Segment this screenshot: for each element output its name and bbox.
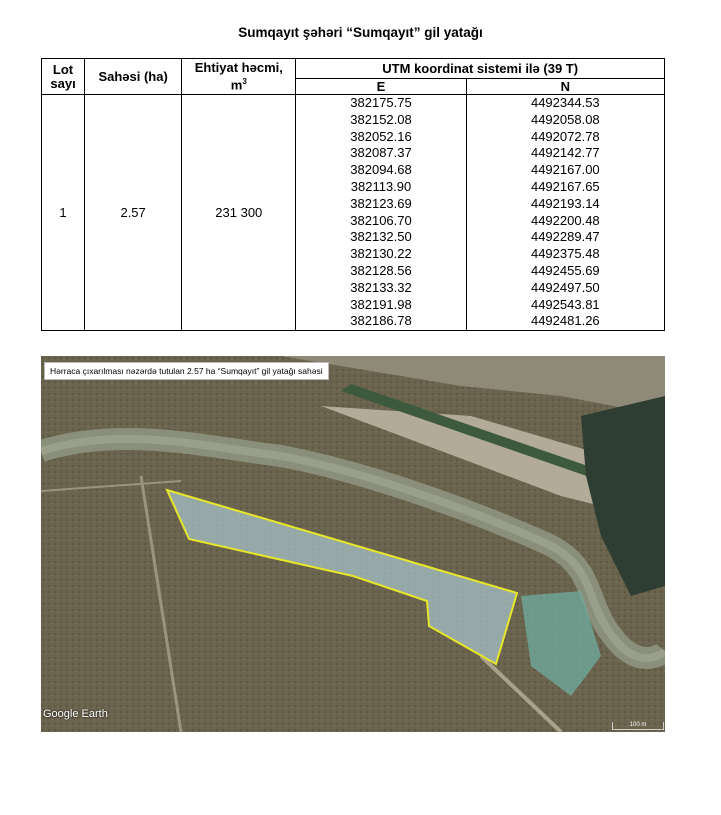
n-coordinates-cell <box>466 95 664 331</box>
e-coordinate: 382186.78 <box>350 313 412 329</box>
n-coordinate: 4492200.48 <box>530 212 600 228</box>
n-coordinate: 4492193.14 <box>530 195 600 211</box>
document-title: Sumqayıt şəhəri “Sumqayıt” gil yatağı <box>238 25 483 40</box>
n-coordinate: 4492375.48 <box>530 246 600 262</box>
e-coordinate: 382123.69 <box>350 195 412 211</box>
n-coordinate: 4492167.65 <box>530 178 600 194</box>
e-coordinate: 382113.90 <box>350 178 412 194</box>
header-n: N <box>466 79 664 95</box>
cell-area: 2.57 <box>85 95 182 331</box>
header-utm: UTM koordinat sistemi ilə (39 T) <box>296 59 665 79</box>
map-caption: Hərraca çıxarılması nəzərdə tutulan 2.57 ha “Sumqayıt” gil yatağı sahəsi <box>44 362 329 380</box>
n-coordinate: 4492167.00 <box>530 162 600 178</box>
header-e: E <box>296 79 466 95</box>
header-lot-line2: sayı <box>50 75 76 91</box>
n-coordinate: 4492497.50 <box>530 279 600 295</box>
e-coordinate: 382106.70 <box>350 212 412 228</box>
map-image <box>41 356 665 732</box>
n-coordinate: 4492344.53 <box>530 95 600 110</box>
header-lot <box>42 59 85 95</box>
header-volume <box>182 59 296 95</box>
e-coordinate: 382052.16 <box>350 128 412 144</box>
header-area: Sahəsi (ha) <box>85 59 182 95</box>
e-coordinate: 382133.32 <box>350 279 412 295</box>
header-volume-unit: m <box>230 77 243 93</box>
e-coordinates-cell <box>296 95 466 331</box>
n-coordinate: 4492455.69 <box>530 262 600 278</box>
google-earth-logo: Google Earth <box>43 708 108 720</box>
coordinates-table <box>41 58 665 331</box>
e-coordinate: 382191.98 <box>350 296 412 312</box>
e-coordinate: 382130.22 <box>350 246 412 262</box>
scale-bar: 100 m <box>612 722 664 730</box>
n-coordinate: 4492058.08 <box>530 111 600 127</box>
cell-lot: 1 <box>42 95 85 331</box>
satellite-map <box>41 356 665 732</box>
e-coordinate: 382128.56 <box>350 262 412 278</box>
cell-volume: 231 300 <box>182 95 296 331</box>
e-coordinate: 382175.75 <box>350 95 412 110</box>
n-coordinate: 4492072.78 <box>530 128 600 144</box>
e-coordinate: 382132.50 <box>350 229 412 245</box>
header-lot-line1: Lot <box>52 61 74 77</box>
header-volume-line1: Ehtiyat həcmi, <box>194 59 283 75</box>
n-coordinate: 4492142.77 <box>530 145 600 161</box>
e-coordinate: 382087.37 <box>350 145 412 161</box>
n-coordinate: 4492543.81 <box>530 296 600 312</box>
header-volume-unit-sup: 3 <box>242 76 247 86</box>
n-coordinate: 4492289.47 <box>530 229 600 245</box>
e-coordinate: 382152.08 <box>350 111 412 127</box>
n-coordinate: 4492481.26 <box>530 313 600 329</box>
e-coordinate: 382094.68 <box>350 162 412 178</box>
